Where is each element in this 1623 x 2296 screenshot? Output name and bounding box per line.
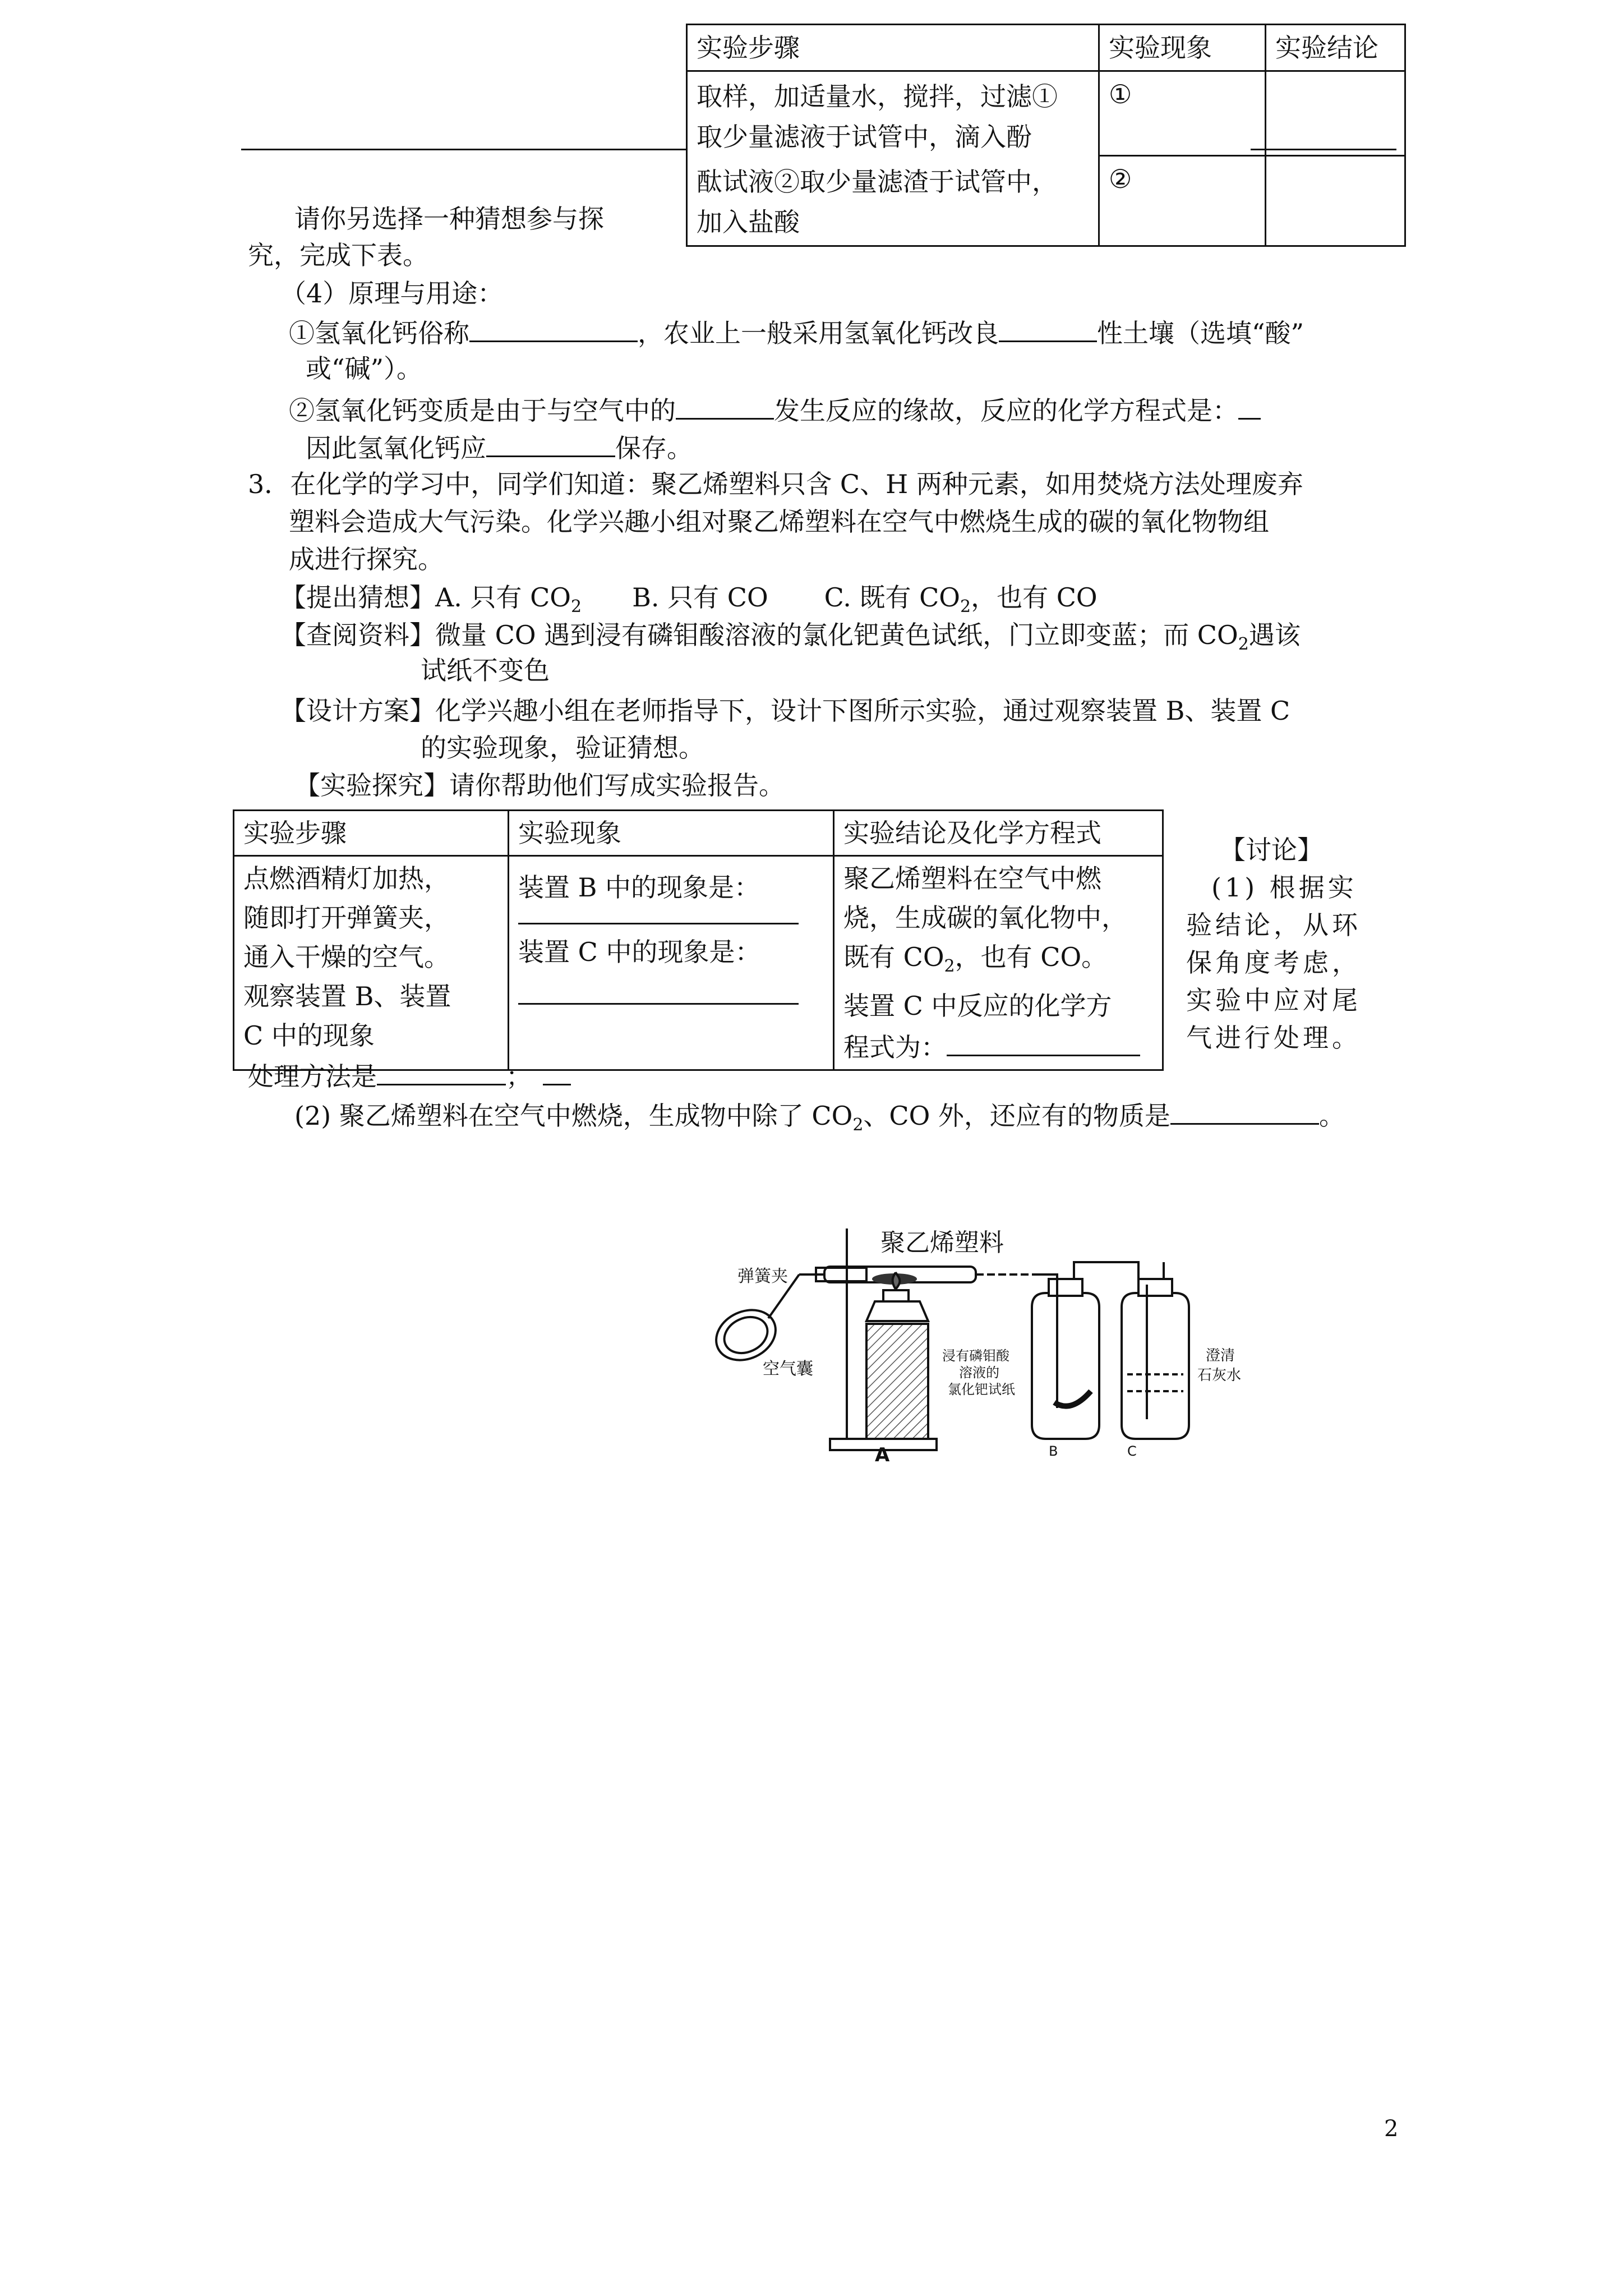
- combustion-tube: [799, 1267, 1038, 1282]
- q2-intro-line1: 请你另选择一种猜想参与探: [294, 204, 604, 234]
- q2-item1-line: [289, 311, 1304, 353]
- answer-blank-reaction-equation[interactable]: [947, 1025, 1140, 1056]
- q2-item2-b: 发生反应的缘故，反应的化学方程式是：: [774, 395, 1238, 426]
- q2-item2-c: 因此氢氧化钙应: [306, 433, 486, 463]
- reference-label: 【查阅资料】: [280, 620, 435, 650]
- guess-c2: ，也有 CO: [971, 582, 1098, 613]
- table2-step-5: C 中的现象: [243, 1020, 375, 1051]
- answer-blank-storage[interactable]: [486, 426, 615, 457]
- discussion-q2-b: 、CO 外，还应有的物质是: [863, 1101, 1170, 1131]
- answer-blank-treatment-2[interactable]: [543, 1055, 571, 1085]
- table1-step-cell: [687, 71, 1099, 246]
- label-paper-3: 氯化钯试纸: [948, 1382, 1015, 1397]
- q2-item2-line2: [306, 426, 693, 468]
- table1-header-phenomenon: 实验现象: [1099, 25, 1266, 71]
- conclusion-line4: 装置 C 中反应的化学方: [843, 991, 1112, 1022]
- table1-step-line2: 取少量滤液于试管中，滴入酚: [697, 122, 1032, 152]
- guess-a: A. 只有 CO: [435, 582, 571, 613]
- phenomenon-b-label: 装置 B 中的现象是：: [518, 872, 760, 903]
- discussion-line1: (1) 根据实: [1211, 872, 1357, 903]
- wooden-block: [866, 1324, 928, 1439]
- bottle-c: [1122, 1262, 1189, 1439]
- label-plastic: 聚乙烯塑料: [880, 1228, 1004, 1257]
- guess-a-sub: 2: [571, 597, 582, 617]
- table1-conclusion-1: [1266, 71, 1405, 156]
- discussion-title: 【讨论】: [1220, 835, 1323, 865]
- q2-item1-b: ，农业上一般采用氢氧化钙改良: [638, 318, 999, 348]
- answer-blank-soil-type[interactable]: [999, 311, 1097, 342]
- table1-step-line3: 酞试液②取少量滤渣于试管中，: [697, 167, 1058, 197]
- q2-item1-a: ①氢氧化钙俗称: [289, 318, 469, 348]
- experiment-table-1: [686, 24, 1406, 247]
- treatment-method-label: 处理方法是: [248, 1061, 377, 1092]
- label-lime-1: 澄清: [1206, 1347, 1235, 1364]
- label-clamp: 弹簧夹: [737, 1267, 788, 1286]
- table1-phenomenon-1: ①: [1099, 71, 1266, 156]
- section-4-heading: （4）原理与用途：: [280, 278, 504, 309]
- answer-blank-equation[interactable]: [1238, 389, 1261, 420]
- table2-conclusion-cell: [834, 856, 1163, 1070]
- table1-phenomenon-2: ②: [1099, 156, 1266, 246]
- table1-conclusion-2: [1266, 156, 1405, 246]
- conclusion-line3-b: ，也有 CO。: [955, 942, 1108, 972]
- q2-item1-d: 或“碱”）。: [306, 353, 423, 384]
- discussion-q2-line: [294, 1094, 1345, 1145]
- discussion-line5: 气进行处理。: [1186, 1023, 1361, 1053]
- table2-step-cell: [234, 856, 509, 1070]
- conclusion-line3-a: 既有 CO: [843, 942, 944, 972]
- label-a: A: [875, 1444, 890, 1464]
- table2-header-conclusion: 实验结论及化学方程式: [834, 811, 1163, 856]
- label-b: B: [1049, 1443, 1058, 1459]
- label-paper-1: 浸有磷钼酸: [942, 1348, 1009, 1364]
- label-airbag: 空气囊: [763, 1359, 813, 1379]
- explore-text: 请你帮助他们写成实验报告。: [449, 770, 785, 800]
- guess-c: C. 既有 CO: [824, 582, 961, 613]
- table1-header-step: 实验步骤: [687, 25, 1099, 71]
- design-text1: 化学兴趣小组在老师指导下，设计下图所示实验，通过观察装置 B、装置 C: [435, 696, 1290, 726]
- conclusion-sub: 2: [944, 956, 955, 977]
- conclusion-line3: [843, 937, 1153, 986]
- q3-line1: 3．在化学的学习中，同学们知道：聚乙烯塑料只含 C、H 两种元素，如用焚烧方法处理废弃: [248, 469, 1303, 499]
- conclusion-line5: [843, 1025, 1153, 1067]
- q3-line2: 塑料会造成大气污染。化学兴趣小组对聚乙烯塑料在空气中燃烧生成的碳的氧化物物组: [289, 507, 1269, 537]
- design-line: [280, 691, 1290, 730]
- answer-blank-treatment[interactable]: [377, 1055, 506, 1085]
- q2-item2-a: ②氢氧化钙变质是由于与空气中的: [289, 395, 676, 426]
- q3-line3: 成进行探究。: [289, 544, 444, 574]
- q2-item2-line: [289, 389, 1261, 430]
- table2-header-phenomenon: 实验现象: [509, 811, 834, 856]
- answer-blank-common-name[interactable]: [469, 311, 638, 342]
- answer-blank-phenomenon-b[interactable]: [518, 907, 799, 924]
- q2-item1-c: 性土壤（选填“酸”: [1097, 318, 1304, 348]
- page-number: 2: [1384, 2116, 1399, 2142]
- experiment-report-table: [233, 809, 1164, 1071]
- answer-blank-other-product[interactable]: [1170, 1094, 1319, 1125]
- divider-line-right: [1251, 149, 1396, 150]
- table2-phenomenon-cell: [509, 856, 834, 1070]
- table1-header-conclusion: 实验结论: [1266, 25, 1405, 71]
- table2-step-3: 通入干燥的空气。: [243, 942, 450, 972]
- table1-step-line4: 加入盐酸: [697, 207, 800, 237]
- explore-label: 【实验探究】: [294, 770, 449, 800]
- label-lime-2: 石灰水: [1197, 1367, 1242, 1384]
- q2-intro-line2: 究，完成下表。: [248, 240, 428, 270]
- design-label: 【设计方案】: [280, 696, 435, 726]
- label-paper-2: 溶液的: [959, 1365, 999, 1381]
- label-c: C: [1127, 1443, 1137, 1459]
- guess-label: 【提出猜想】: [280, 582, 435, 613]
- air-bag: [708, 1274, 799, 1369]
- divider-line: [241, 149, 686, 150]
- guess-c-sub: 2: [960, 597, 971, 617]
- treatment-sep: ；: [506, 1061, 532, 1092]
- reference-text2: 遇该: [1248, 620, 1301, 650]
- table2-step-4: 观察装置 B、装置: [243, 981, 451, 1011]
- answer-blank-air-component[interactable]: [676, 389, 774, 420]
- q2-item2-d: 保存。: [615, 433, 693, 463]
- discussion-line4: 实验中应对尾: [1186, 985, 1361, 1015]
- table2-step-2: 随即打开弹簧夹，: [243, 903, 450, 933]
- table2-step-1: 点燃酒精灯加热，: [243, 863, 450, 894]
- discussion-q2-sub: 2: [852, 1115, 864, 1135]
- conclusion-line5-label: 程式为：: [843, 1032, 947, 1063]
- answer-blank-phenomenon-c[interactable]: [518, 972, 799, 1005]
- explore-line: [294, 766, 785, 805]
- conclusion-line2: 烧，生成碳的氧化物中，: [843, 903, 1127, 933]
- discussion-line3: 保角度考虑，: [1186, 947, 1361, 978]
- design-text2: 的实验现象，验证猜想。: [421, 733, 704, 763]
- reference-sub: 2: [1238, 634, 1249, 655]
- reference-text1: 微量 CO 遇到浸有磷钼酸溶液的氯化钯黄色试纸，门立即变蓝；而 CO: [435, 620, 1238, 650]
- conclusion-line1: 聚乙烯塑料在空气中燃: [843, 863, 1101, 894]
- treatment-method-line: [248, 1055, 571, 1096]
- table2-header-step: 实验步骤: [234, 811, 509, 856]
- apparatus-figure: [690, 1223, 1279, 1464]
- guess-b: B. 只有 CO: [632, 582, 768, 613]
- discussion-q2-a: (2) 聚乙烯塑料在空气中燃烧，生成物中除了 CO: [294, 1101, 853, 1131]
- reference-text3: 试纸不变色: [421, 655, 550, 685]
- table1-step-line1: 取样，加适量水，搅拌，过滤①: [697, 81, 1058, 112]
- discussion-line2: 验结论，从环: [1186, 910, 1361, 940]
- phenomenon-c-label: 装置 C 中的现象是：: [518, 937, 761, 967]
- discussion-q2-period: 。: [1318, 1101, 1345, 1131]
